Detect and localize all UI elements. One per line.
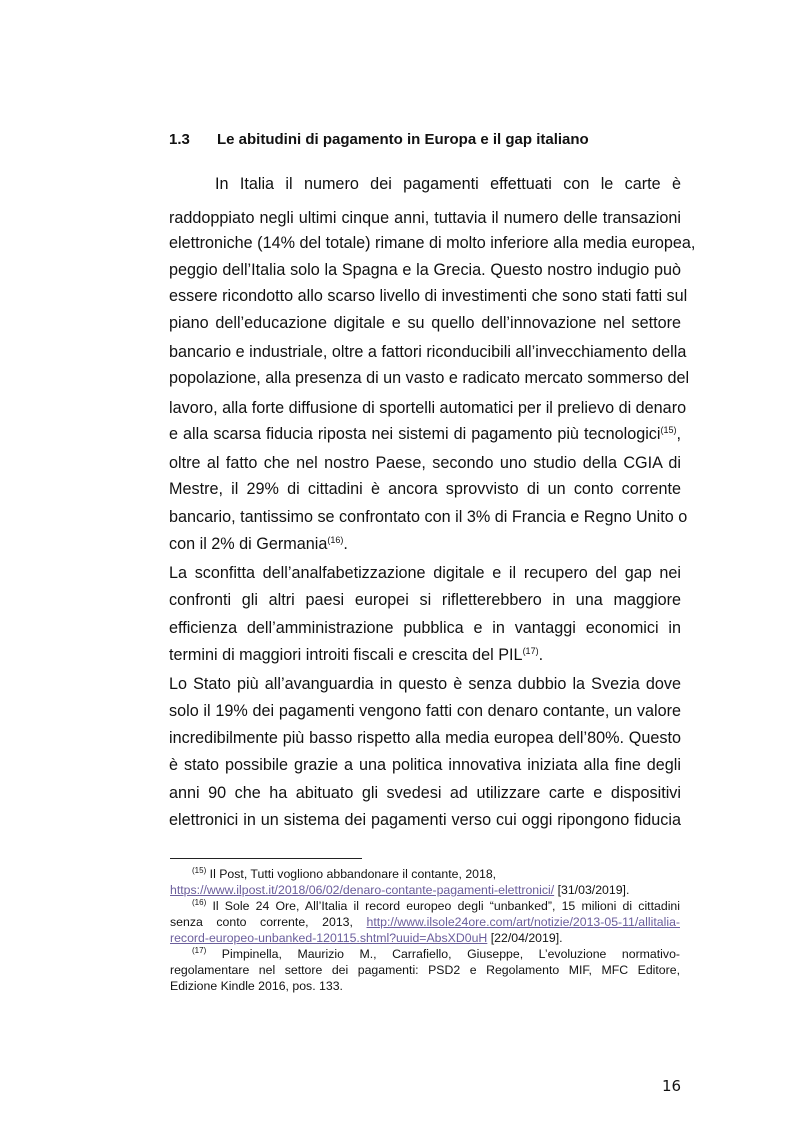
- footnote-17: $^{(17)}$ Pimpinella, Maurizio M., Carrafiello, Giuseppe, L’evoluzione normativo-: [192, 946, 680, 961]
- body-line: peggio dell’Italia solo la Spagna e la Grecia. Questo nostro indugio può: [169, 261, 681, 279]
- body-line: elettroniche (14% del totale) rimane di molto inferiore alla media europea,: [169, 234, 696, 252]
- body-line: anni 90 che ha abituato gli svedesi ad utilizzare carte e dispositivi: [169, 784, 681, 802]
- section-title: Le abitudini di pagamento in Europa e il gap italiano: [217, 131, 589, 148]
- footnote-15: $^{(15)}$ Il Post, Tutti vogliono abbandonare il contante, 2018,: [192, 866, 497, 881]
- body-line-text: con il 2% di Germania: [169, 535, 328, 553]
- body-line: termini di maggiori introiti fiscali e crescita del PIL$^{(17)}$.: [169, 646, 544, 664]
- body-line: con il 2% di Germania$^{(16)}$.: [169, 535, 348, 553]
- footnote-mark: (15): [192, 866, 207, 875]
- body-line: e alla scarsa fiducia riposta nei sistemi di pagamento più tecnologici$^{(15)}$,: [169, 425, 681, 443]
- footnote-mark: (16): [192, 898, 207, 907]
- footnote-16-cont: senza conto corrente, 2013, http://www.ilsole24ore.com/art/notizie/2013-05-11/allitalia-: [170, 915, 680, 929]
- section-heading: [169, 131, 589, 148]
- body-line: lavoro, alla forte diffusione di sportelli automatici per il prelievo di denaro: [169, 399, 687, 417]
- section-number: 1.3: [169, 131, 190, 148]
- footnote-15-cont: https://www.ilpost.it/2018/06/02/denaro-contante-pagamenti-elettronici/ [31/03/2019].: [170, 883, 630, 897]
- footnote-17-cont2: Edizione Kindle 2016, pos. 133.: [170, 979, 343, 993]
- body-line: confronti gli altri paesi europei si rifletterebbero in una maggiore: [169, 591, 681, 609]
- body-line: piano dell’educazione digitale e su quello dell’innovazione nel settore: [169, 314, 681, 332]
- footnote-separator: [170, 858, 362, 859]
- footnote-link[interactable]: https://www.ilpost.it/2018/06/02/denaro-contante-pagamenti-elettronici/: [170, 883, 555, 897]
- body-line: è stato possibile grazie a una politica innovativa iniziata alla fine degli: [169, 756, 681, 774]
- footnote-ref[interactable]: (15): [660, 425, 677, 435]
- footnote-17-cont: regolamentare nel settore dei pagamenti: PSD2 e Regolamento MIF, MFC Editore,: [170, 963, 680, 977]
- body-line-text: termini di maggiori introiti fiscali e crescita del PIL: [169, 646, 523, 664]
- footnote-link[interactable]: record-europeo-unbanked-120115.shtml?uuid=AbsXD0uH: [170, 931, 488, 945]
- body-line: popolazione, alla presenza di un vasto e radicato mercato sommerso del: [169, 369, 690, 387]
- page-number: 16: [662, 1077, 682, 1095]
- body-line: La sconfitta dell’analfabetizzazione digitale e il recupero del gap nei: [169, 564, 681, 582]
- footnote-ref[interactable]: (16): [327, 535, 344, 545]
- body-line: essere ricondotto allo scarso livello di investimenti che sono stati fatti sul: [169, 287, 688, 305]
- body-line: In Italia il numero dei pagamenti effettuati con le carte è: [215, 175, 681, 193]
- footnote-mark: (17): [192, 946, 207, 955]
- body-line-text: e alla scarsa fiducia riposta nei sistemi di pagamento più tecnologici: [169, 425, 661, 443]
- body-line: bancario, tantissimo se confrontato con il 3% di Francia e Regno Unito o: [169, 508, 688, 526]
- body-line: efficienza dell’amministrazione pubblica e in vantaggi economici in: [169, 619, 681, 637]
- body-line: Mestre, il 29% di cittadini è ancora sprovvisto di un conto corrente: [169, 480, 681, 498]
- footnote-16: $^{(16)}$ Il Sole 24 Ore, All’Italia il record europeo degli “unbanked”, 15 milioni di cittadini: [192, 898, 680, 913]
- body-line: solo il 19% dei pagamenti vengono fatti con denaro contante, un valore: [169, 702, 681, 720]
- body-line: raddoppiato negli ultimi cinque anni, tuttavia il numero delle transazioni: [169, 209, 681, 227]
- footnote-ref[interactable]: (17): [522, 646, 539, 656]
- body-line: incredibilmente più basso rispetto alla media europea dell’80%. Questo: [169, 729, 681, 747]
- body-line: oltre al fatto che nel nostro Paese, secondo uno studio della CGIA di: [169, 454, 681, 472]
- body-line: elettronici in un sistema dei pagamenti verso cui oggi ripongono fiducia: [169, 811, 681, 829]
- body-line: Lo Stato più all’avanguardia in questo è senza dubbio la Svezia dove: [169, 675, 681, 693]
- body-line: bancario e industriale, oltre a fattori riconducibili all’invecchiamento della: [169, 343, 687, 361]
- footnote-link[interactable]: http://www.ilsole24ore.com/art/notizie/2013-05-11/allitalia-: [366, 915, 680, 929]
- footnote-16-cont2: record-europeo-unbanked-120115.shtml?uuid=AbsXD0uH [22/04/2019].: [170, 931, 563, 945]
